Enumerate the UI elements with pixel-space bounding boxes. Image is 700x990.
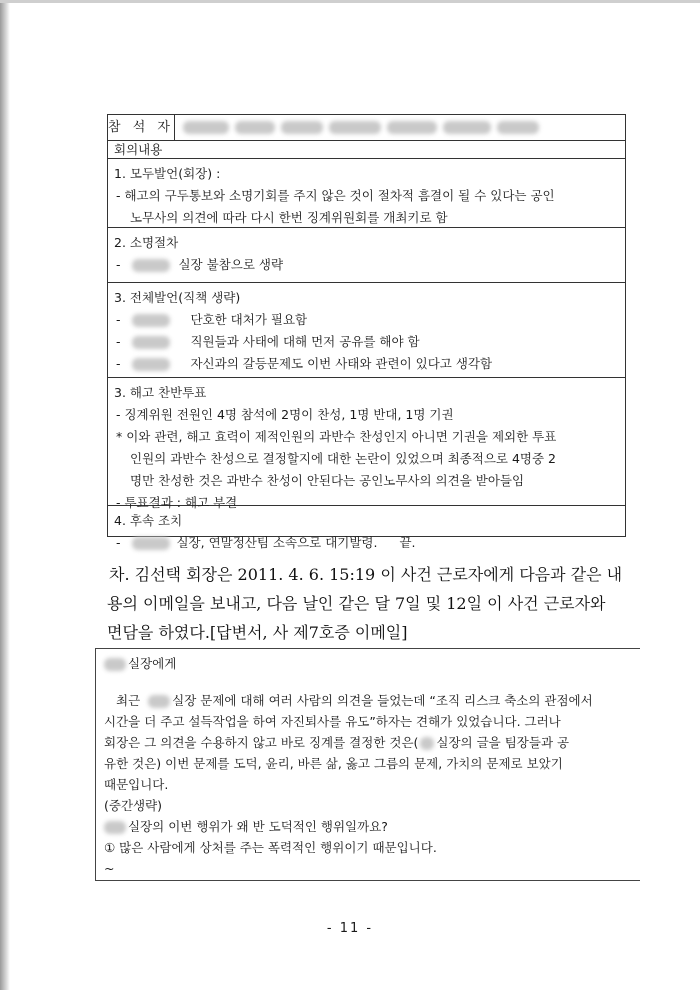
section-line: - 해고의 구두통보와 소명기회를 주지 않은 것이 절차적 흠결이 될 수 있다는 공인 (116, 188, 555, 203)
email-text: 회장은 그 의견을 수용하지 않고 바로 징계를 결정한 것은( (104, 735, 419, 750)
email-text: 실장의 글을 팀장들과 공 (436, 735, 570, 750)
redaction (420, 737, 434, 750)
email-line: (중간생략) (104, 798, 163, 813)
email-text: 최근 (116, 693, 141, 708)
email-greeting: 실장에게 (128, 656, 177, 671)
email-greeting-line (104, 653, 632, 674)
email-excerpt (95, 648, 640, 881)
section-title: 2. 소명절차 (114, 235, 179, 250)
email-text: 실장 문제에 대해 여러 사람의 의견을 들었는데 “조직 리스크 축소의 관점에서 (172, 693, 593, 708)
section-line-text: 자신과의 갈등문제도 이번 사태와 관련이 있다고 생각함 (190, 356, 493, 371)
section-line (114, 254, 619, 276)
paragraph-line: 차. 김선택 회장은 2011. 4. 6. 15:19 이 사건 근로자에게 다음과 같은 내 (109, 565, 623, 584)
redaction (497, 121, 539, 134)
section-title: 4. 후속 조치 (114, 513, 183, 528)
page-number: - 11 - (326, 921, 374, 936)
dash: - (116, 257, 125, 272)
redaction (132, 537, 170, 550)
redaction (132, 314, 170, 327)
section-line: - 직원들과 사태에 대해 먼저 공유를 해야 함 (116, 334, 420, 349)
email-line (104, 732, 632, 753)
redaction (183, 121, 229, 134)
scan-edge-top (0, 0, 700, 3)
email-text: 실장의 이번 행위가 왜 반 도덕적인 행위일까요? (128, 819, 388, 834)
redaction (281, 121, 323, 134)
section-line-text: 단호한 대처가 필요함 (190, 312, 308, 327)
section-opening-remarks (108, 159, 625, 228)
end-mark: 끝. (399, 535, 416, 550)
section-line: - 단호한 대처가 필요함 (116, 312, 308, 327)
section-line: 인원의 과반수 찬성으로 결정할지에 대한 논란이 있었으며 최종적으로 4명중 2 (130, 451, 556, 466)
redaction (443, 121, 491, 134)
attendees-redacted (175, 121, 625, 134)
redaction (132, 358, 170, 371)
redaction (132, 259, 170, 272)
redaction (235, 121, 275, 134)
section-line-text: 실장 불참으로 생략 (178, 257, 284, 272)
scan-edge (0, 0, 10, 990)
body-paragraph (107, 560, 647, 647)
section-all-remarks (108, 283, 625, 378)
attendees-label: 참 석 자 (108, 115, 175, 140)
section-line: 명만 찬성한 것은 과반수 찬성이 안된다는 공인노무사의 의견을 받아들임 (130, 473, 525, 488)
section-line-text: 직원들과 사태에 대해 먼저 공유를 해야 함 (190, 334, 420, 349)
attendees-row (108, 115, 625, 141)
email-line: 유한 것은) 이번 문제를 도덕, 윤리, 바른 삶, 옳고 그름의 문제, 가치의 문제로 보았기 (104, 756, 563, 771)
content-label: 회의내용 (108, 141, 625, 159)
email-line: 때문입니다. (104, 777, 169, 792)
section-title: 3. 전체발언(직책 생략) (114, 290, 241, 305)
email-line (104, 816, 632, 837)
redaction (104, 821, 126, 834)
section-line: 노무사의 의견에 따라 다시 한번 징계위원회를 개최키로 함 (130, 210, 448, 225)
redaction (132, 336, 170, 349)
section-vote (108, 378, 625, 510)
section-explanation (108, 228, 625, 283)
paragraph-line: 용의 이메일을 보내고, 다음 날인 같은 달 7일 및 12일 이 사건 근로자와 (107, 594, 606, 613)
section-title: 3. 해고 찬반투표 (114, 385, 207, 400)
section-line: * 이와 관련, 해고 효력이 제적인원의 과반수 찬성인지 아니면 기권을 제외한 투표 (116, 429, 557, 444)
section-line: - 실장, 연말정산팀 소속으로 대기발령. 끝. (116, 535, 416, 550)
paragraph-line: 면담을 하였다.[답변서, 사 제7호증 이메일] (107, 623, 408, 642)
minutes-table (107, 114, 626, 550)
section-title: 1. 모두발언(회장) : (114, 166, 221, 181)
redaction (148, 695, 170, 708)
section-line: - 투표결과 : 해고 부결 (116, 495, 238, 510)
redaction (329, 121, 381, 134)
email-line: ~ (104, 861, 115, 876)
email-line: ① 많은 사람에게 상처를 주는 폭력적인 행위이기 때문입니다. (104, 840, 437, 855)
section-line: - 징계위원 전원인 4명 참석에 2명이 찬성, 1명 반대, 1명 기권 (116, 407, 454, 422)
redaction (387, 121, 437, 134)
redaction (104, 658, 126, 671)
section-line-text: 실장, 연말정산팀 소속으로 대기발령. (176, 535, 378, 550)
email-line (104, 690, 632, 711)
section-line: - 자신과의 갈등문제도 이번 사태와 관련이 있다고 생각함 (116, 356, 493, 371)
email-line: 시간을 더 주고 설득작업을 하여 자진퇴사를 유도”하자는 견해가 있었습니다. 그러나 (104, 714, 561, 729)
